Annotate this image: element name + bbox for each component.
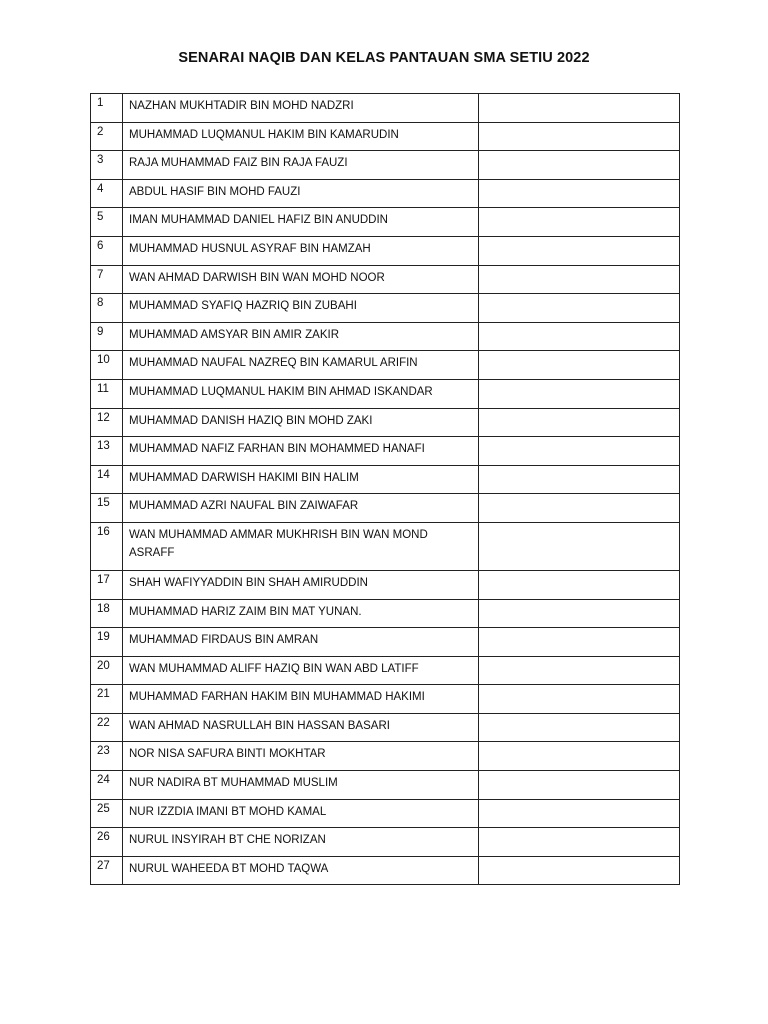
table-row xyxy=(91,856,680,885)
student-name: MUHAMMAD FARHAN HAKIM BIN MUHAMMAD HAKIMI xyxy=(123,685,479,714)
table-row xyxy=(91,465,680,494)
student-name: WAN AHMAD NASRULLAH BIN HASSAN BASARI xyxy=(123,713,479,742)
student-name: NURUL WAHEEDA BT MOHD TAQWA xyxy=(123,856,479,885)
row-number: 25 xyxy=(91,799,123,828)
assigned-class-cell xyxy=(479,408,680,437)
assigned-class-cell xyxy=(479,122,680,151)
student-name: MUHAMMAD NAFIZ FARHAN BIN MOHAMMED HANAFI xyxy=(123,437,479,466)
table-row xyxy=(91,408,680,437)
student-name: MUHAMMAD LUQMANUL HAKIM BIN KAMARUDIN xyxy=(123,122,479,151)
row-number: 22 xyxy=(91,713,123,742)
student-name: WAN MUHAMMAD AMMAR MUKHRISH BIN WAN MOND ASRAFF xyxy=(123,522,479,570)
assigned-class-cell xyxy=(479,742,680,771)
row-number: 2 xyxy=(91,122,123,151)
assigned-class-cell xyxy=(479,294,680,323)
table-row xyxy=(91,351,680,380)
assigned-class-cell xyxy=(479,799,680,828)
table-row xyxy=(91,828,680,857)
row-number: 18 xyxy=(91,599,123,628)
row-number: 9 xyxy=(91,322,123,351)
table-row xyxy=(91,656,680,685)
assigned-class-cell xyxy=(479,379,680,408)
row-number: 5 xyxy=(91,208,123,237)
row-number: 17 xyxy=(91,570,123,599)
student-name: MUHAMMAD LUQMANUL HAKIM BIN AHMAD ISKANDAR xyxy=(123,379,479,408)
naqib-roster-table xyxy=(90,93,680,885)
assigned-class-cell xyxy=(479,265,680,294)
row-number: 6 xyxy=(91,236,123,265)
student-name: IMAN MUHAMMAD DANIEL HAFIZ BIN ANUDDIN xyxy=(123,208,479,237)
student-name: MUHAMMAD AZRI NAUFAL BIN ZAIWAFAR xyxy=(123,494,479,523)
table-row xyxy=(91,294,680,323)
student-name: WAN AHMAD DARWISH BIN WAN MOHD NOOR xyxy=(123,265,479,294)
table-row xyxy=(91,799,680,828)
row-number: 7 xyxy=(91,265,123,294)
table-row xyxy=(91,599,680,628)
student-name: MUHAMMAD AMSYAR BIN AMIR ZAKIR xyxy=(123,322,479,351)
table-row xyxy=(91,437,680,466)
table-row xyxy=(91,322,680,351)
student-name: WAN MUHAMMAD ALIFF HAZIQ BIN WAN ABD LATIFF xyxy=(123,656,479,685)
table-row xyxy=(91,94,680,123)
row-number: 26 xyxy=(91,828,123,857)
student-name: MUHAMMAD NAUFAL NAZREQ BIN KAMARUL ARIFIN xyxy=(123,351,479,380)
assigned-class-cell xyxy=(479,828,680,857)
row-number: 15 xyxy=(91,494,123,523)
student-name: MUHAMMAD HUSNUL ASYRAF BIN HAMZAH xyxy=(123,236,479,265)
table-row xyxy=(91,208,680,237)
table-row xyxy=(91,179,680,208)
assigned-class-cell xyxy=(479,179,680,208)
assigned-class-cell xyxy=(479,437,680,466)
table-row xyxy=(91,713,680,742)
student-name: NOR NISA SAFURA BINTI MOKHTAR xyxy=(123,742,479,771)
table-row xyxy=(91,771,680,800)
row-number: 10 xyxy=(91,351,123,380)
student-name: MUHAMMAD FIRDAUS BIN AMRAN xyxy=(123,628,479,657)
row-number: 3 xyxy=(91,151,123,180)
table-row xyxy=(91,379,680,408)
row-number: 12 xyxy=(91,408,123,437)
row-number: 16 xyxy=(91,522,123,570)
table-row xyxy=(91,570,680,599)
row-number: 23 xyxy=(91,742,123,771)
assigned-class-cell xyxy=(479,522,680,570)
assigned-class-cell xyxy=(479,94,680,123)
student-name: NUR NADIRA BT MUHAMMAD MUSLIM xyxy=(123,771,479,800)
assigned-class-cell xyxy=(479,151,680,180)
student-name: MUHAMMAD SYAFIQ HAZRIQ BIN ZUBAHI xyxy=(123,294,479,323)
assigned-class-cell xyxy=(479,685,680,714)
assigned-class-cell xyxy=(479,570,680,599)
assigned-class-cell xyxy=(479,628,680,657)
student-name: MUHAMMAD DANISH HAZIQ BIN MOHD ZAKI xyxy=(123,408,479,437)
row-number: 21 xyxy=(91,685,123,714)
row-number: 14 xyxy=(91,465,123,494)
student-name: NUR IZZDIA IMANI BT MOHD KAMAL xyxy=(123,799,479,828)
row-number: 13 xyxy=(91,437,123,466)
table-row xyxy=(91,742,680,771)
row-number: 20 xyxy=(91,656,123,685)
document-title: SENARAI NAQIB DAN KELAS PANTAUAN SMA SETIU 2022 xyxy=(178,50,590,66)
student-name: MUHAMMAD HARIZ ZAIM BIN MAT YUNAN. xyxy=(123,599,479,628)
row-number: 27 xyxy=(91,856,123,885)
table-row xyxy=(91,522,680,570)
assigned-class-cell xyxy=(479,208,680,237)
assigned-class-cell xyxy=(479,322,680,351)
table-row xyxy=(91,494,680,523)
assigned-class-cell xyxy=(479,465,680,494)
table-row xyxy=(91,265,680,294)
roster-table-body xyxy=(91,94,680,885)
row-number: 19 xyxy=(91,628,123,657)
student-name: NAZHAN MUKHTADIR BIN MOHD NADZRI xyxy=(123,94,479,123)
table-row xyxy=(91,236,680,265)
assigned-class-cell xyxy=(479,351,680,380)
row-number: 4 xyxy=(91,179,123,208)
assigned-class-cell xyxy=(479,599,680,628)
student-name: RAJA MUHAMMAD FAIZ BIN RAJA FAUZI xyxy=(123,151,479,180)
assigned-class-cell xyxy=(479,656,680,685)
table-row xyxy=(91,151,680,180)
row-number: 8 xyxy=(91,294,123,323)
student-name: ABDUL HASIF BIN MOHD FAUZI xyxy=(123,179,479,208)
assigned-class-cell xyxy=(479,856,680,885)
assigned-class-cell xyxy=(479,494,680,523)
row-number: 1 xyxy=(91,94,123,123)
table-row xyxy=(91,122,680,151)
student-name: NURUL INSYIRAH BT CHE NORIZAN xyxy=(123,828,479,857)
student-name: MUHAMMAD DARWISH HAKIMI BIN HALIM xyxy=(123,465,479,494)
student-name: SHAH WAFIYYADDIN BIN SHAH AMIRUDDIN xyxy=(123,570,479,599)
row-number: 11 xyxy=(91,379,123,408)
row-number: 24 xyxy=(91,771,123,800)
assigned-class-cell xyxy=(479,236,680,265)
assigned-class-cell xyxy=(479,771,680,800)
table-row xyxy=(91,685,680,714)
table-row xyxy=(91,628,680,657)
assigned-class-cell xyxy=(479,713,680,742)
